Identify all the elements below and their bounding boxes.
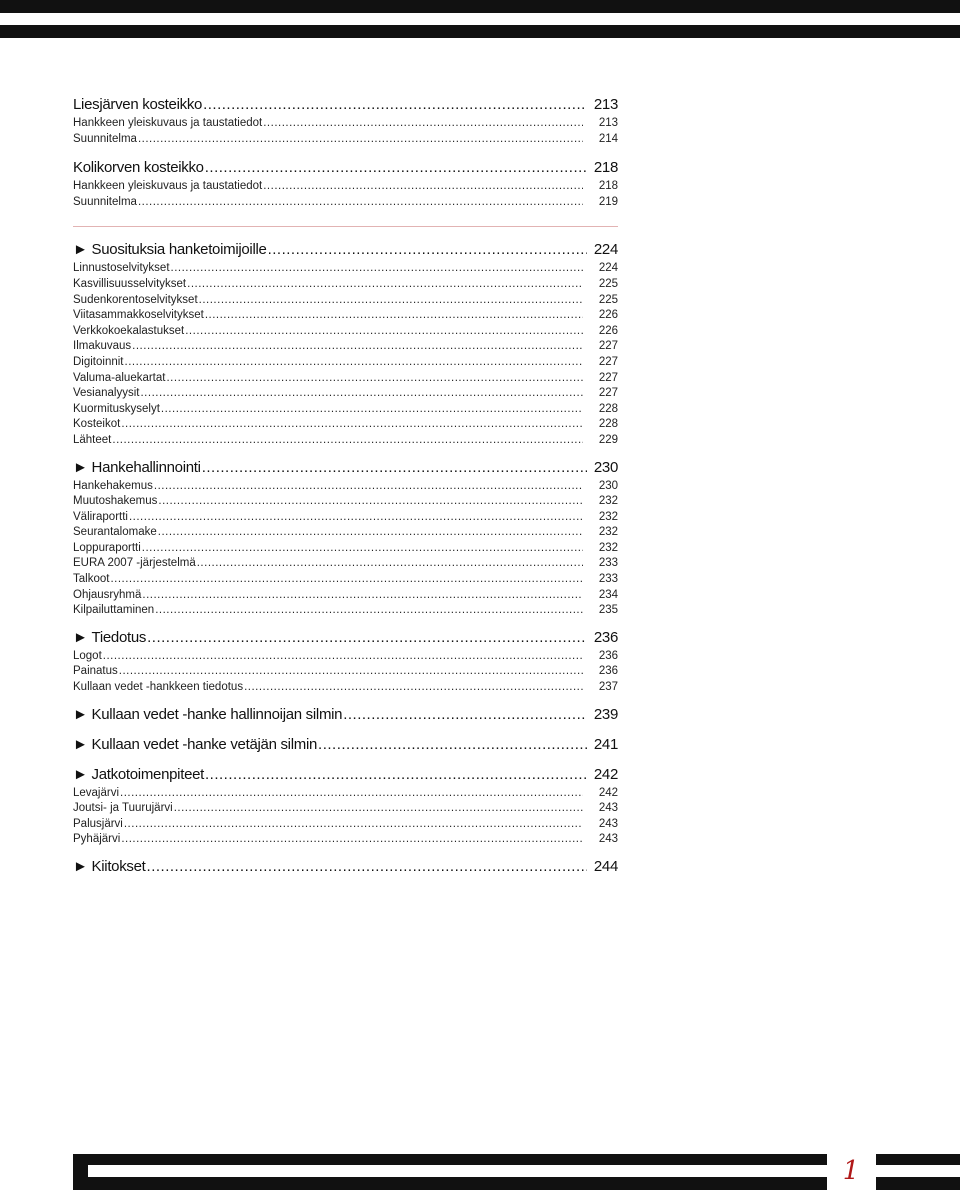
toc-subentry-label: Linnustoselvitykset	[73, 262, 170, 275]
toc-page-number: 225	[598, 293, 618, 306]
dot-leader	[166, 371, 583, 387]
toc-subentry-label: Hankehakemus	[73, 479, 153, 492]
toc-subentry-label: EURA 2007 -järjestelmä	[73, 557, 196, 570]
toc-section-entry[interactable]	[73, 239, 618, 261]
toc-subentry-label: Suunnitelma	[73, 132, 137, 145]
dot-leader	[138, 132, 583, 148]
toc-subentry-label: Lähteet	[73, 433, 112, 446]
toc-page-number: 243	[598, 817, 618, 830]
toc-subentry-label: Kasvillisuusselvitykset	[73, 277, 187, 290]
dot-leader	[154, 479, 583, 495]
toc-page-number: 213	[598, 117, 618, 129]
toc-page-number: 243	[598, 802, 618, 815]
toc-subentry-label: Hankkeen yleiskuvaus ja taustatiedot	[73, 117, 263, 129]
dot-leader	[138, 195, 583, 211]
toc-subentry-label: Logot	[73, 649, 102, 662]
toc-section-entry[interactable]	[73, 704, 618, 726]
toc-page-number: 227	[598, 387, 618, 400]
dot-leader	[197, 556, 583, 572]
toc-section-title: Jatkotoimenpiteet	[91, 765, 205, 783]
toc-page-number: 236	[593, 628, 618, 646]
toc-subentry-label: Ilmakuvaus	[73, 340, 132, 353]
dot-leader	[124, 817, 583, 833]
toc-section-entry[interactable]	[73, 457, 618, 479]
dot-leader	[140, 386, 583, 402]
dot-leader	[129, 510, 583, 526]
toc-subentry[interactable]	[73, 494, 618, 510]
toc-subentry-label: Loppuraportti	[73, 541, 141, 554]
dot-leader	[158, 494, 583, 510]
toc-subentry[interactable]	[73, 132, 618, 148]
dot-leader	[121, 417, 583, 433]
toc-subentry[interactable]	[73, 339, 618, 355]
toc-page-number: 235	[598, 604, 618, 617]
toc-page-number: 227	[598, 340, 618, 353]
toc-page-number: 241	[593, 735, 618, 753]
dot-leader	[343, 704, 587, 726]
toc-subentry-label: Kilpailuttaminen	[73, 604, 155, 617]
toc-subentry-label: Pyhäjärvi	[73, 833, 121, 846]
dot-leader	[318, 734, 587, 756]
toc-subentry[interactable]	[73, 525, 618, 541]
dot-leader	[202, 457, 587, 479]
toc-page-number: 236	[598, 649, 618, 662]
dot-leader	[244, 680, 583, 696]
toc-page-number: 228	[598, 418, 618, 431]
table-of-contents	[73, 94, 618, 878]
section-gap	[73, 726, 618, 734]
toc-subentry-label: Palusjärvi	[73, 817, 123, 830]
top-decor-stripe	[0, 0, 960, 13]
toc-subentry-label: Sudenkorentoselvitykset	[73, 293, 198, 306]
section-gap	[73, 449, 618, 457]
toc-subentry[interactable]	[73, 588, 618, 604]
toc-section-entry[interactable]	[73, 764, 618, 786]
toc-page-number: 234	[598, 588, 618, 601]
toc-subentry[interactable]	[73, 417, 618, 433]
section-gap	[73, 756, 618, 764]
toc-section-title: Kullaan vedet -hanke hallinnoijan silmin	[91, 705, 343, 723]
toc-subentry[interactable]	[73, 556, 618, 572]
dot-leader	[147, 856, 587, 878]
toc-page-number: 232	[598, 510, 618, 523]
toc-subentry[interactable]	[73, 786, 618, 802]
dot-leader	[155, 603, 583, 619]
toc-page-number: 214	[598, 132, 618, 145]
toc-page-number: 219	[598, 195, 618, 208]
toc-page-number: 233	[598, 557, 618, 570]
section-gap	[73, 696, 618, 704]
toc-section-entry[interactable]	[73, 94, 618, 116]
dot-leader	[205, 764, 587, 786]
toc-subentry[interactable]	[73, 510, 618, 526]
dot-leader	[125, 355, 584, 371]
toc-page-number: 228	[598, 402, 618, 415]
dot-leader	[142, 541, 583, 557]
dot-leader	[120, 786, 583, 802]
dot-leader	[121, 832, 583, 848]
toc-subentry[interactable]	[73, 308, 618, 324]
toc-subentry[interactable]	[73, 277, 618, 293]
arrow-right-icon: ►	[73, 628, 88, 646]
toc-subentry[interactable]	[73, 355, 618, 371]
section-gap	[73, 619, 618, 627]
toc-subentry-label: Muutoshakemus	[73, 495, 158, 508]
toc-subentry[interactable]	[73, 572, 618, 588]
footer-decor-stripe-right	[876, 1165, 960, 1177]
toc-subentry-label: Kuormituskyselyt	[73, 402, 160, 415]
toc-page-number: 236	[598, 665, 618, 678]
dot-leader	[263, 116, 583, 132]
toc-section-title: Suosituksia hanketoimijoille	[91, 241, 267, 259]
toc-page-number: 233	[598, 573, 618, 586]
toc-subentry[interactable]	[73, 479, 618, 495]
toc-subentry-label: Ohjausryhmä	[73, 588, 142, 601]
toc-subentry-label: Verkkokoekalastukset	[73, 324, 185, 337]
dot-leader	[119, 664, 583, 680]
toc-page-number: 242	[598, 786, 618, 799]
toc-subentry[interactable]	[73, 402, 618, 418]
dot-leader	[147, 627, 587, 649]
toc-page-number: 218	[598, 180, 618, 193]
toc-subentry[interactable]	[73, 261, 618, 277]
toc-page-number: 229	[598, 433, 618, 446]
toc-subentry-label: Joutsi- ja Tuurujärvi	[73, 802, 173, 815]
toc-subentry-label: Levajärvi	[73, 786, 120, 799]
toc-subentry[interactable]	[73, 386, 618, 402]
toc-subentry-label: Väliraportti	[73, 510, 128, 523]
toc-page-number: 232	[598, 541, 618, 554]
section-gap	[73, 848, 618, 856]
toc-subentry[interactable]	[73, 664, 618, 680]
dot-leader	[132, 339, 583, 355]
dot-leader	[158, 525, 583, 541]
toc-subentry-label: Kosteikot	[73, 418, 121, 431]
toc-subentry-label: Digitoinnit	[73, 355, 124, 368]
dot-leader	[142, 588, 583, 604]
toc-subentry[interactable]	[73, 433, 618, 449]
toc-section-title: Hankehallinnointi	[91, 458, 201, 476]
toc-section-title: Kolikorven kosteikko	[73, 159, 204, 177]
dot-leader	[110, 572, 583, 588]
toc-page-number: 244	[593, 858, 618, 875]
dot-leader	[112, 433, 583, 449]
toc-page-number: 224	[593, 241, 618, 259]
top-decor-stripe	[0, 25, 960, 38]
toc-section-title: Tiedotus	[91, 628, 147, 646]
dot-leader	[263, 179, 583, 195]
dot-leader	[103, 649, 583, 665]
toc-subentry[interactable]	[73, 603, 618, 619]
dot-leader	[268, 239, 587, 261]
dot-leader	[187, 277, 583, 293]
toc-page-number: 232	[598, 495, 618, 508]
toc-page-number: 213	[593, 96, 618, 113]
arrow-right-icon: ►	[73, 735, 88, 753]
toc-section-entry[interactable]	[73, 157, 618, 179]
toc-subentry-label: Painatus	[73, 665, 118, 678]
toc-page-number: 230	[598, 479, 618, 492]
toc-page-number: 232	[598, 526, 618, 539]
toc-subentry[interactable]	[73, 179, 618, 195]
toc-page-number: 237	[598, 681, 618, 694]
toc-subentry-label: Suunnitelma	[73, 195, 137, 208]
toc-subentry[interactable]	[73, 649, 618, 665]
toc-page-number: 226	[598, 309, 618, 322]
dot-leader	[199, 293, 583, 309]
toc-subentry[interactable]	[73, 541, 618, 557]
arrow-right-icon: ►	[73, 241, 88, 259]
toc-section-entry[interactable]	[73, 627, 618, 649]
section-gap	[73, 147, 618, 157]
toc-page-number: 227	[598, 355, 618, 368]
toc-section-title: Kullaan vedet -hanke vetäjän silmin	[91, 735, 318, 753]
toc-page-number: 230	[593, 458, 618, 476]
toc-subentry-label: Seurantalomake	[73, 526, 157, 539]
toc-subentry-label: Viitasammakkoselvitykset	[73, 309, 204, 322]
dot-leader	[171, 261, 583, 277]
arrow-right-icon: ►	[73, 458, 88, 476]
section-divider	[73, 226, 618, 227]
dot-leader	[185, 324, 583, 340]
dot-leader	[161, 402, 583, 418]
toc-subentry[interactable]	[73, 832, 618, 848]
toc-subentry-label: Valuma-aluekartat	[73, 371, 166, 384]
toc-subentry[interactable]	[73, 680, 618, 696]
toc-subentry[interactable]	[73, 817, 618, 833]
toc-subentry-label: Talkoot	[73, 573, 110, 586]
toc-page-number: 224	[598, 262, 618, 275]
footer-decor-stripe	[88, 1165, 827, 1177]
arrow-right-icon: ►	[73, 705, 88, 723]
toc-subentry[interactable]	[73, 293, 618, 309]
arrow-right-icon: ►	[73, 858, 88, 875]
arrow-right-icon: ►	[73, 765, 88, 783]
toc-subentry[interactable]	[73, 195, 618, 211]
toc-page-number: 239	[593, 705, 618, 723]
toc-page-number: 227	[598, 371, 618, 384]
toc-page-number: 243	[598, 833, 618, 846]
page-number: 1	[842, 1156, 860, 1186]
toc-subentry[interactable]	[73, 324, 618, 340]
toc-subentry-label: Kullaan vedet -hankkeen tiedotus	[73, 681, 244, 694]
dot-leader	[205, 308, 583, 324]
dot-leader	[205, 157, 587, 179]
toc-page-number: 226	[598, 324, 618, 337]
toc-section-title: Liesjärven kosteikko	[73, 96, 203, 113]
toc-subentry-label: Hankkeen yleiskuvaus ja taustatiedot	[73, 180, 263, 193]
toc-section-entry[interactable]	[73, 734, 618, 756]
toc-page-number: 225	[598, 277, 618, 290]
toc-page-number: 218	[593, 159, 618, 177]
toc-section-entry[interactable]	[73, 856, 618, 878]
toc-section-title: Kiitokset	[91, 858, 146, 875]
toc-subentry[interactable]	[73, 801, 618, 817]
dot-leader	[203, 94, 587, 116]
toc-page-number: 242	[593, 765, 618, 783]
toc-subentry-label: Vesianalyysit	[73, 387, 140, 400]
toc-subentry[interactable]	[73, 371, 618, 387]
toc-subentry[interactable]	[73, 116, 618, 132]
dot-leader	[174, 801, 583, 817]
